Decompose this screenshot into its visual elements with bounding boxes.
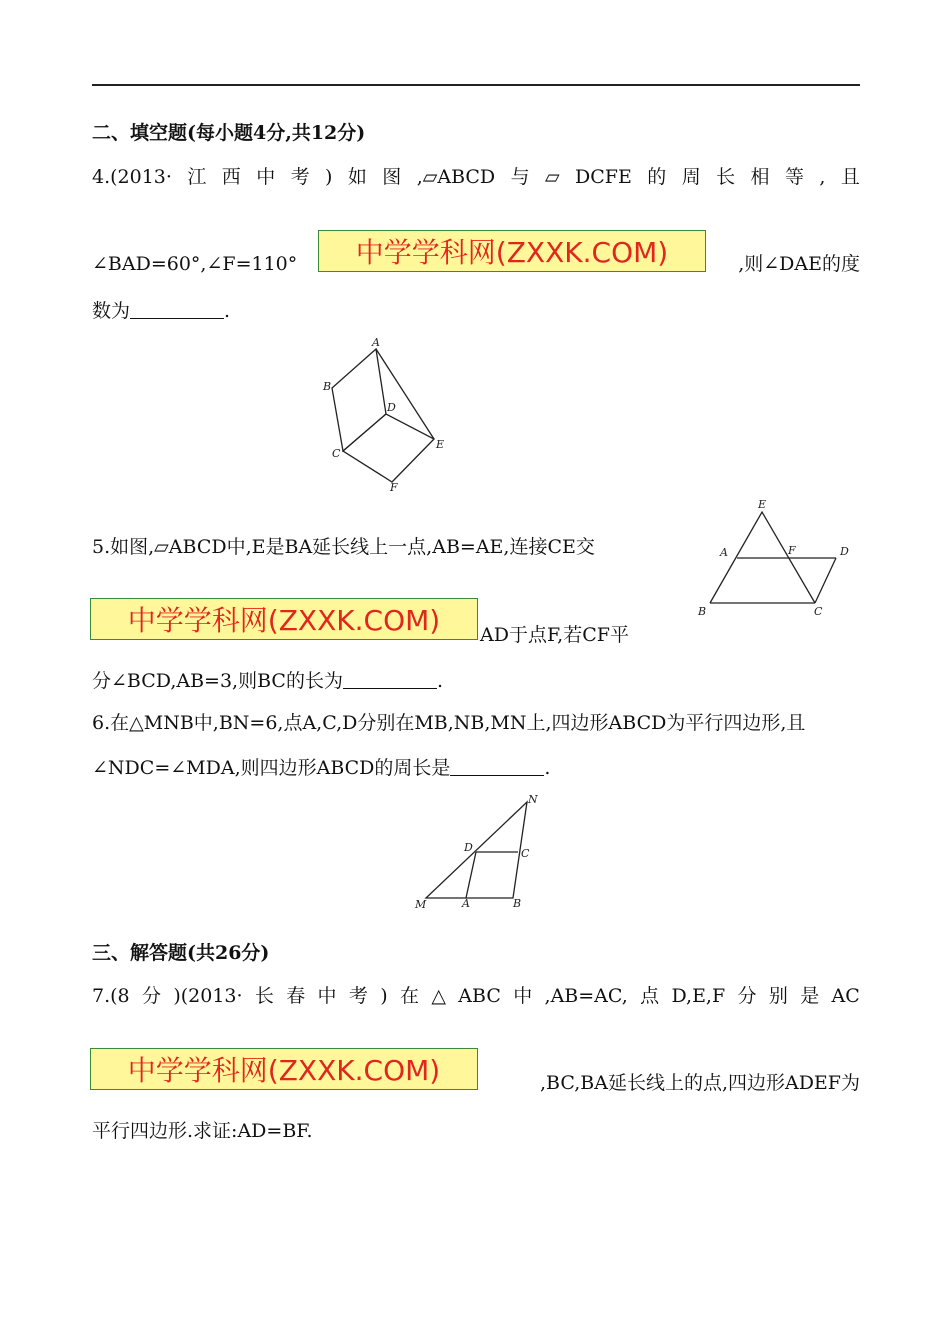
q6-answer-blank <box>450 757 544 776</box>
q7-line1-token: 在 <box>399 985 419 1007</box>
q4-line1-token: , <box>819 166 826 188</box>
q7-line1-token: AC <box>831 985 860 1007</box>
q4-line1-token: 的 <box>647 166 667 188</box>
q6-line2 <box>92 755 550 781</box>
q7-line1-token: ,AB=AC, <box>544 985 628 1007</box>
q4-line1-token: 与 <box>510 166 530 188</box>
q7-line1-token: 春 <box>286 985 306 1007</box>
q4-line3-text: 数为 <box>92 300 131 322</box>
watermark-banner-2: 中学学科网(ZXXK.COM) <box>90 598 478 640</box>
q4-line3 <box>92 298 230 324</box>
q4-line1-token: ,▱ABCD <box>416 166 496 188</box>
top-rule <box>92 84 860 86</box>
watermark-banner-3: 中学学科网(ZXXK.COM) <box>90 1048 478 1090</box>
q4-line2-prefix: ∠BAD=60°,∠F=110° <box>92 253 298 275</box>
q7-line1-token: ) <box>380 985 388 1007</box>
q5-label-e: E <box>758 498 767 511</box>
q6-triangle-mnb <box>426 802 527 898</box>
q6-label-m: M <box>415 898 427 911</box>
q7-line1-token: 是 <box>800 985 820 1007</box>
q4-line1-token: 江 <box>187 166 207 188</box>
q6-label-n: N <box>528 793 538 806</box>
q7-line1-token: 分 <box>141 985 161 1007</box>
q7-line1-token: 别 <box>768 985 788 1007</box>
q4-line1-token: 相 <box>750 166 770 188</box>
q4-line1 <box>92 164 860 190</box>
q7-line1-token: 长 <box>254 985 274 1007</box>
q4-line1-token: 图 <box>382 166 402 188</box>
q4-line1-token: 西 <box>221 166 241 188</box>
q4-line3-end: . <box>224 300 231 322</box>
q5-line2-suffix: AD于点F,若CF平 <box>480 624 629 646</box>
q4-label-a: A <box>372 336 380 349</box>
q4-line1-token: 等 <box>784 166 804 188</box>
q5-line3-text: 分∠BCD,AB=3,则BC的长为 <box>92 670 343 692</box>
section-heading-fill-in: 二、填空题(每小题4分,共12分) <box>92 122 366 144</box>
q4-line1-token: ) <box>325 166 333 188</box>
q4-segment-ae <box>376 349 434 439</box>
q6-line2-end: . <box>544 757 551 779</box>
q4-label-f: F <box>390 481 398 494</box>
q7-line1-token: 考 <box>348 985 368 1007</box>
q7-line1-token: △ <box>431 985 446 1007</box>
q5-line3-end: . <box>436 670 443 692</box>
q4-line1-token: ▱ <box>545 166 560 188</box>
q6-label-c: C <box>521 847 530 860</box>
q4-line2-suffix: ,则∠DAE的度 <box>738 253 860 275</box>
q5-label-d: D <box>840 545 849 558</box>
q7-line1-token: ABC <box>458 985 501 1007</box>
q7-line1-token: )(2013· <box>173 985 243 1007</box>
q6-line1: 6.在△MNB中,BN=6,点A,C,D分别在MB,NB,MN上,四边形ABCD为平行四边形,且 <box>92 712 806 734</box>
q5-line1: 5.如图,▱ABCD中,E是BA延长线上一点,AB=AE,连接CE交 <box>92 536 595 558</box>
q4-line1-token: 中 <box>256 166 276 188</box>
q7-line1-token: 点 <box>640 985 660 1007</box>
q7-line1-token: 中 <box>513 985 533 1007</box>
q4-line1-token: 如 <box>347 166 367 188</box>
q5-figure <box>690 490 860 620</box>
q5-line3 <box>92 668 443 694</box>
q7-line1-token: 7.(8 <box>92 985 130 1007</box>
q4-label-d: D <box>387 401 396 414</box>
q7-line1-token: 中 <box>317 985 337 1007</box>
q4-answer-blank <box>130 300 224 319</box>
q6-label-b: B <box>513 897 522 910</box>
q4-figure <box>310 335 460 495</box>
watermark-banner-1: 中学学科网(ZXXK.COM) <box>318 230 706 272</box>
q4-line1-token: 长 <box>716 166 736 188</box>
q4-line1-token: 且 <box>840 166 860 188</box>
q7-line3: 平行四边形.求证:AD=BF. <box>92 1120 313 1142</box>
q4-line1-token: 周 <box>681 166 701 188</box>
q4-label-c: C <box>332 447 341 460</box>
q7-line1-token: D,E,F <box>671 985 726 1007</box>
q4-line1-token: DCFE <box>575 166 632 188</box>
q4-label-e: E <box>436 438 445 451</box>
q5-label-f: F <box>788 544 796 557</box>
section-heading-solutions: 三、解答题(共26分) <box>92 942 270 964</box>
q7-line1-token: 分 <box>737 985 757 1007</box>
q5-segment-dc <box>815 558 836 603</box>
q4-parallelogram-dcfe <box>343 414 434 482</box>
q7-line2-suffix: ,BC,BA延长线上的点,四边形ADEF为 <box>540 1072 860 1094</box>
q6-label-d: D <box>464 841 473 854</box>
q6-figure <box>410 795 560 920</box>
q5-label-b: B <box>698 605 707 618</box>
q5-answer-blank <box>343 670 437 689</box>
q4-line1-token: 考 <box>290 166 310 188</box>
q7-line1 <box>92 983 860 1009</box>
q6-line2-text: ∠NDC=∠MDA,则四边形ABCD的周长是 <box>92 757 451 779</box>
q4-line1-token: 4.(2013· <box>92 166 172 188</box>
q4-parallelogram-abcd <box>332 349 386 451</box>
q5-label-a: A <box>720 546 728 559</box>
q5-label-c: C <box>814 605 823 618</box>
q6-label-a: A <box>462 897 470 910</box>
q4-label-b: B <box>323 380 332 393</box>
